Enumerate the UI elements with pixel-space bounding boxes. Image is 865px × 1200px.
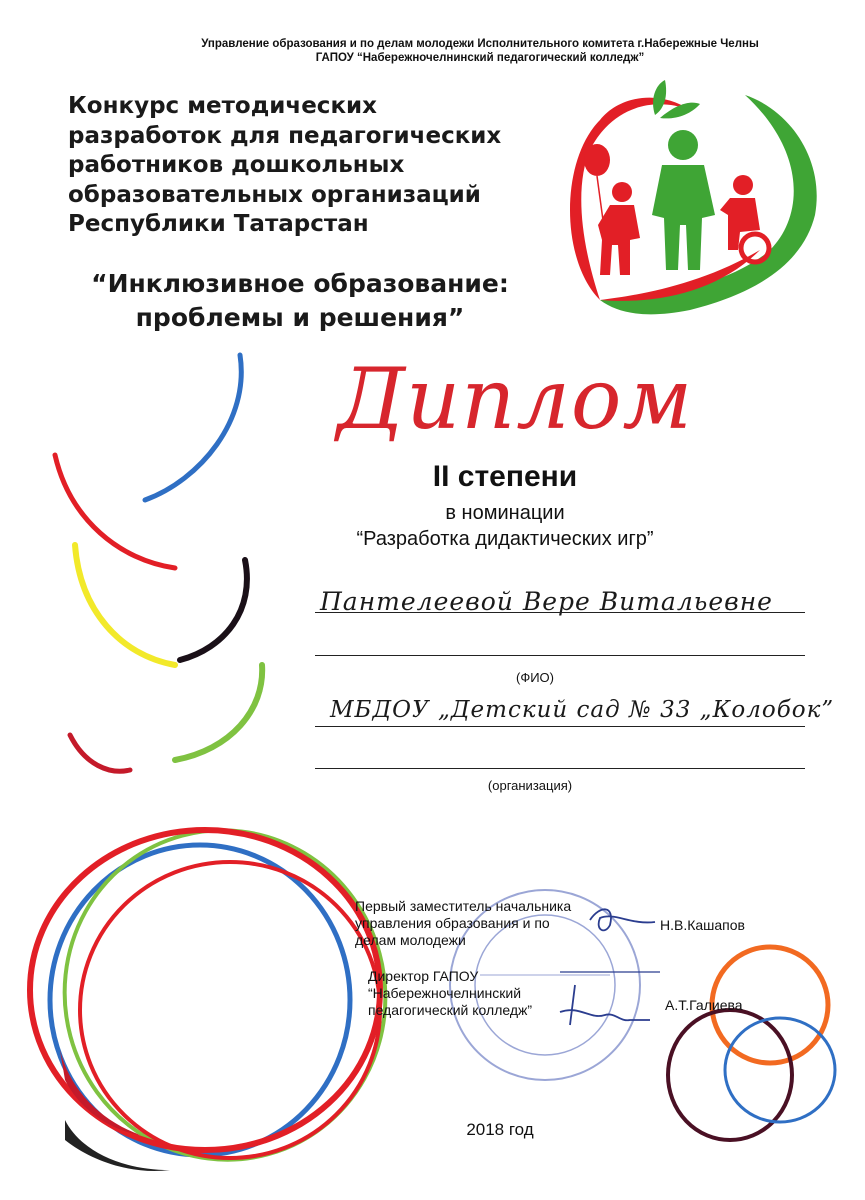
contest-title-line: Республики Татарстан <box>68 211 369 237</box>
contest-title-line: Конкурс методических <box>68 93 378 119</box>
org-line-1 <box>315 726 805 727</box>
diploma-degree: II степени <box>432 460 578 493</box>
contest-title-line: образовательных организаций <box>68 181 481 208</box>
diploma-heading: Диплом <box>336 350 694 448</box>
position-line: Первый заместитель начальника <box>355 898 572 914</box>
issuer-line-2: ГАПОУ “Набережночелнинский педагогический колледж” <box>315 52 645 64</box>
green-arc <box>175 665 262 760</box>
bottom-left-rings <box>28 794 423 1196</box>
signatory-1-position <box>355 898 625 949</box>
recipient-organization: МБДОУ „Детский сад № 33 „Колобок” <box>330 697 835 723</box>
signatory-1-name: Н.В.Кашапов <box>660 917 745 933</box>
issue-year: 2018 год <box>466 1120 534 1139</box>
position-line: управления образования и по <box>355 915 550 931</box>
black-arc <box>180 560 247 660</box>
name-line-1 <box>315 612 805 613</box>
contest-theme-line: “Инклюзивное образование: <box>91 269 509 298</box>
position-line: “Набережночелнинский <box>368 985 522 1001</box>
contest-title <box>68 92 548 240</box>
name-caption: (ФИО) <box>516 670 554 685</box>
organization-caption: (организация) <box>487 778 573 793</box>
contest-theme <box>40 267 560 335</box>
recipient-name: Пантелеевой Вере Витальевне <box>320 587 773 616</box>
contest-title-line: работников дошкольных <box>68 152 405 178</box>
contest-title-line: разработок для педагогических <box>68 122 502 149</box>
contest-theme-line: проблемы и решения” <box>135 303 465 332</box>
bottom-right-rings <box>668 947 835 1140</box>
nomination-prefix: в номинации <box>445 502 565 524</box>
blue-arc <box>145 355 241 500</box>
inclusive-family-logo-icon <box>570 80 817 314</box>
issuer-line-1: Управление образования и по делам молодежи Исполнительного комитета г.Набережные Челны <box>201 38 759 50</box>
org-line-2 <box>315 768 805 769</box>
signatory-2-name: А.Т.Галиева <box>665 997 743 1013</box>
position-line: педагогический колледж” <box>368 1002 533 1018</box>
nomination-name: “Разработка дидактических игр” <box>356 528 654 550</box>
signatory-2-position <box>368 968 598 1019</box>
small-red-arc <box>70 735 130 771</box>
name-line-2 <box>315 655 805 656</box>
position-line: Директор ГАПОУ <box>368 968 479 984</box>
position-line: делам молодежи <box>355 932 466 948</box>
